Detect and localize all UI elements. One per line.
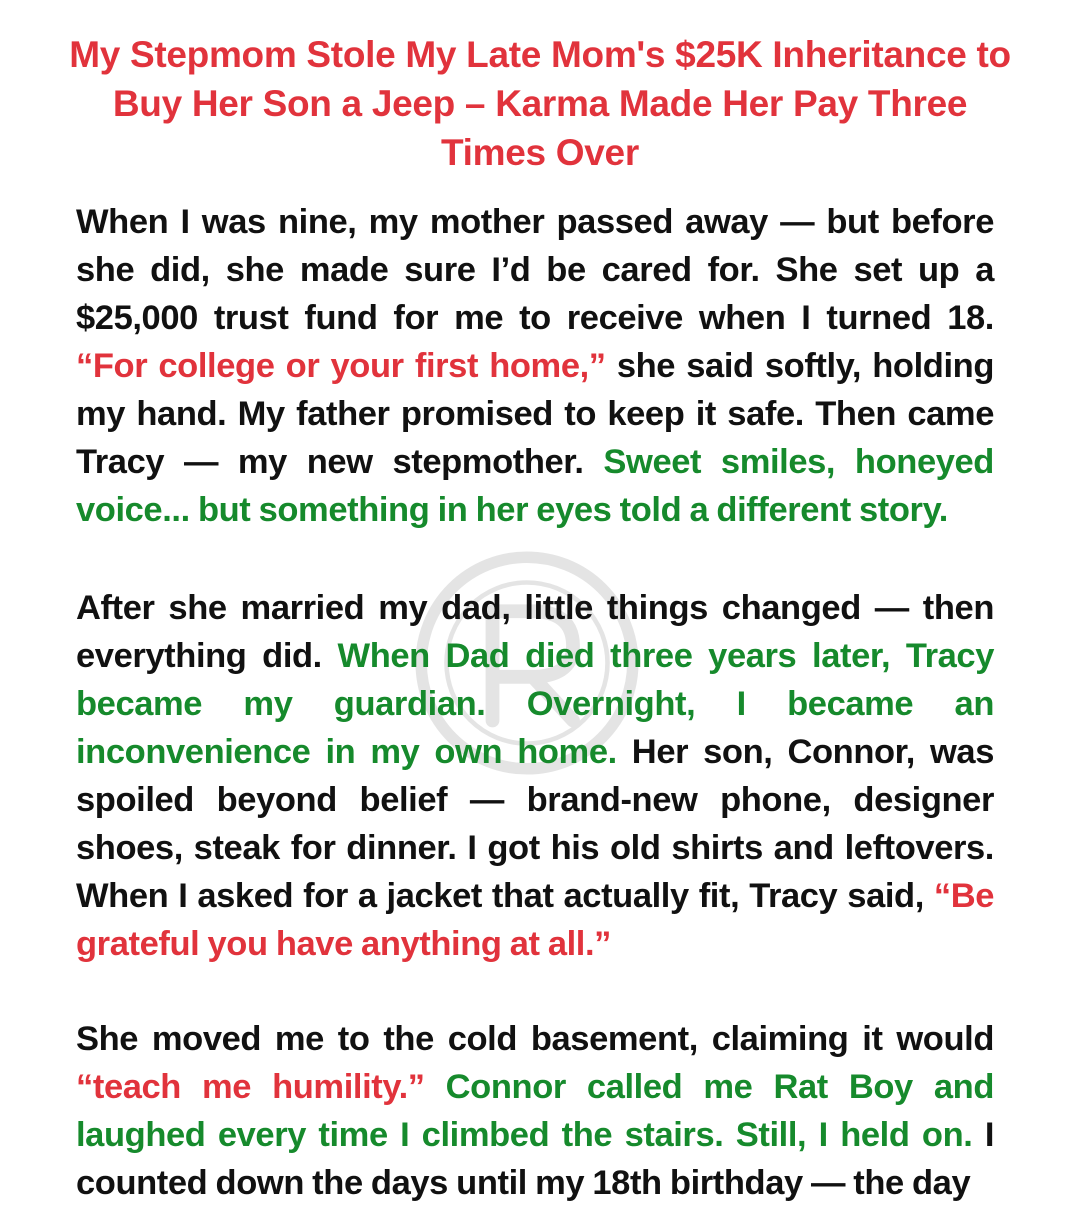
paragraph-2-text-2: Her son, Connor, was spoiled beyond belief — brand-new phone, designer shoes, steak for dinner. I got his old shirts and leftovers. When I asked for a jacket that actually fit, Tracy said, (76, 733, 994, 915)
paragraph-1-text-2: she said softly, holding my hand. My father promised to keep it safe. Then came Tracy — my new stepmother. (76, 347, 995, 481)
paragraph-2-highlight: When Dad died three years later, Tracy became my guardian. Overnight, I became an inconvenience in my own home. (76, 637, 994, 771)
paragraph-1-text-1: When I was nine, my mother passed away — but before she did, she made sure I’d be cared for. She set up a $25,000 trust fund for me to receive when I turned 18. (76, 203, 994, 337)
paragraph-3-quote: “teach me humility.” (76, 1068, 425, 1106)
paragraph-3-text-1: She moved me to the cold basement, claiming it would (76, 1020, 994, 1058)
paragraph-1 (76, 198, 994, 534)
paragraph-2 (76, 584, 994, 968)
paragraph-2-quote: “Be grateful you have anything at all.” (76, 877, 994, 963)
paragraph-1-highlight: Sweet smiles, honeyed voice... but something in her eyes told a different story. (76, 443, 994, 529)
paragraph-3-space (425, 1068, 446, 1106)
paragraph-3 (76, 1015, 994, 1207)
paragraph-1-quote: “For college or your first home,” (76, 347, 606, 385)
paragraph-3-highlight: Connor called me Rat Boy and laughed every time I climbed the stairs. Still, I held on. (76, 1068, 994, 1154)
paragraph-2-text-1: After she married my dad, little things changed — then everything did. (76, 589, 994, 675)
paragraph-3-text-2: I counted down the days until my 18th birthday — the day (76, 1116, 995, 1202)
article-title: My Stepmom Stole My Late Mom's $25K Inheritance to Buy Her Son a Jeep – Karma Made Her Pay Three Times Over (69, 34, 1011, 173)
